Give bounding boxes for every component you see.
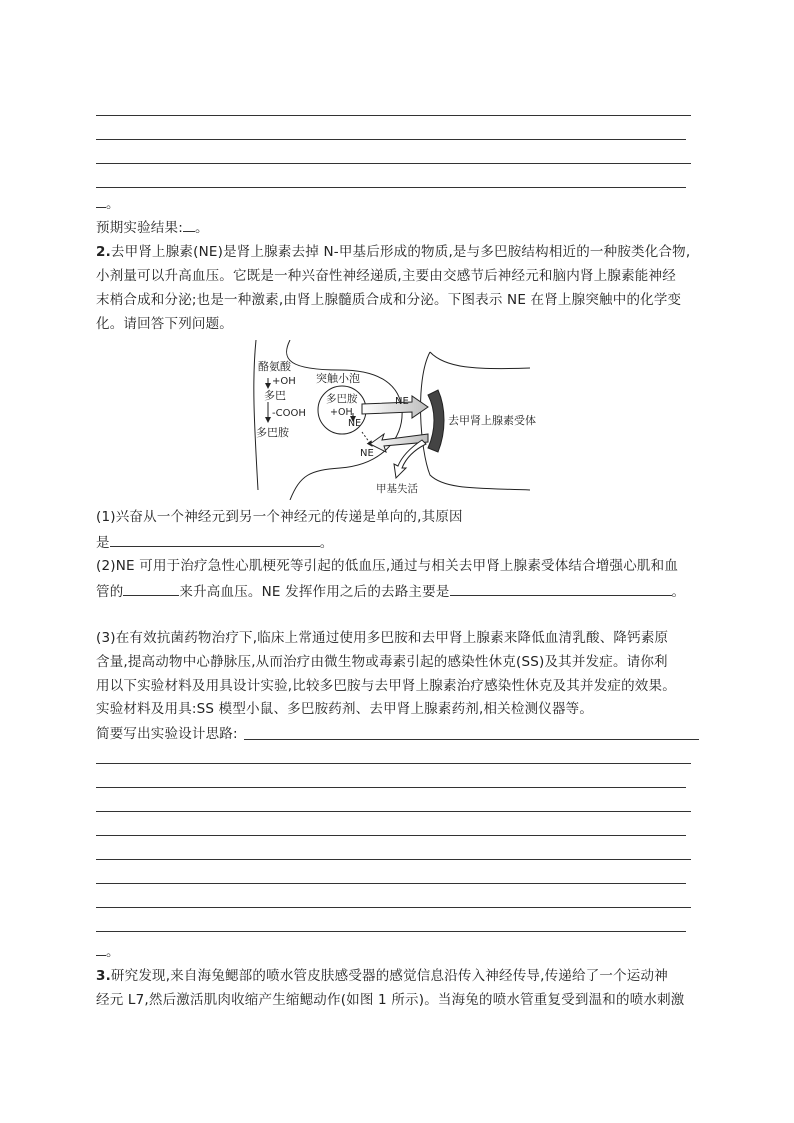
label-vesicle: 突触小泡 [316, 372, 360, 385]
answer-line [96, 859, 691, 860]
question-number: 2. [96, 244, 111, 260]
q2-intro-text: 去甲肾上腺素(NE)是肾上腺素去掉 N-甲基后形成的物质,是与多巴胺结构相近的一种胺类化合物, [110, 244, 691, 260]
answer-line [96, 931, 686, 932]
synapse-diagram [250, 340, 550, 500]
expected-result [96, 216, 209, 238]
label-receptor: 去甲肾上腺素受体 [448, 414, 536, 427]
label-dopa: 多巴 [264, 389, 286, 402]
label-vesicle-dopamine: 多巴胺 [326, 393, 358, 405]
sub1-blank [110, 531, 320, 547]
design-label: 简要写出实验设计思路: [96, 726, 238, 742]
sub2-blank-1 [123, 580, 179, 596]
answer-line [96, 835, 686, 836]
answer-line [96, 763, 691, 764]
label-dopamine: 多巴胺 [256, 426, 289, 439]
answer-line [96, 883, 686, 884]
label-ne-arrow: NE [395, 396, 409, 407]
label-vesicle-oh: +OH [330, 407, 353, 418]
q3-text: 研究发现,来自海兔鳃部的喷水管皮肤感受器的感觉信息沿传入神经传导,传递给了一个运动神 [110, 968, 668, 984]
end-mark: 。 [671, 584, 686, 600]
design-end [96, 940, 120, 962]
receptor-shape [428, 390, 444, 452]
answer-line [96, 187, 686, 188]
sub1-line-2 [96, 531, 333, 553]
answer-line [244, 739, 699, 740]
end-mark: 。 [194, 220, 209, 236]
sub3-line-4: 实验材料及用具:SS 模型小鼠、多巴胺药剂、去甲肾上腺素药剂,相关检测仪器等。 [96, 701, 594, 717]
expected-label: 预期实验结果: [96, 220, 183, 236]
sub2-text-a: 管的 [96, 584, 124, 600]
q2-intro-line-2: 小剂量可以升高血压。它既是一种兴奋性神经递质,主要由交感节后神经元和脑内肾上腺素能神经 [96, 268, 676, 284]
answer-line [96, 787, 686, 788]
sub2-blank-2 [450, 580, 672, 596]
expected-blank [183, 216, 195, 232]
sub1-line-1: (1)兴奋从一个神经元到另一个神经元的传递是单向的,其原因 [96, 509, 463, 525]
label-minus-cooh: -COOH [272, 408, 306, 419]
methyl-arrow [394, 440, 426, 478]
label-plus-oh: +OH [272, 376, 296, 387]
label-vesicle-ne: NE [348, 418, 362, 429]
q3-line-1 [96, 966, 668, 986]
q3-line-2: 经元 L7,然后激活肌肉收缩产生缩鳃动作(如图 1 所示)。当海兔的喷水管重复受到温和的喷水刺激 [96, 992, 685, 1008]
label-ne-back: NE [360, 448, 374, 459]
end-mark: 。 [106, 944, 120, 960]
sub3-line-3: 用以下实验材料及用具设计实验,比较多巴胺与去甲肾上腺素治疗感染性休克及其并发症的效果。 [96, 678, 676, 694]
q2-intro-line-1 [96, 242, 690, 262]
sub2-line-1: (2)NE 可用于治疗急性心肌梗死等引起的低血压,通过与相关去甲肾上腺素受体结合增强心肌和血 [96, 558, 679, 574]
sub2-line-2 [96, 580, 685, 602]
design-blank [96, 940, 106, 956]
sub1-prefix: 是 [96, 535, 110, 551]
sub3-line-2: 含量,提高动物中心静脉压,从而治疗由微生物或毒素引起的感染性休克(SS)及其并发症。请你利 [96, 654, 668, 670]
answer-blank [96, 192, 106, 208]
sub2-text-b: 来升高血压。NE 发挥作用之后的去路主要是 [179, 584, 450, 600]
label-methyl: 甲基失活 [376, 483, 418, 495]
postsynaptic-membrane [430, 352, 530, 369]
sub3-line-1: (3)在有效抗菌药物治疗下,临床上常通过使用多巴胺和去甲肾上腺素来降低血清乳酸、降钙素原 [96, 630, 669, 646]
q2-intro-line-4: 化。请回答下列问题。 [96, 316, 233, 332]
answer-line [96, 115, 691, 116]
answer-line [96, 811, 691, 812]
answer-line [96, 139, 686, 140]
end-mark: 。 [319, 535, 334, 551]
label-tyrosine: 酪氨酸 [258, 360, 291, 373]
answer-end [96, 192, 120, 214]
q2-intro-line-3: 末梢合成和分泌;也是一种激素,由肾上腺髓质合成和分泌。下图表示 NE 在肾上腺突触中的化学变 [96, 292, 682, 308]
answer-line [96, 907, 691, 908]
answer-line [96, 163, 691, 164]
end-mark: 。 [106, 196, 120, 212]
question-number: 3. [96, 968, 111, 984]
